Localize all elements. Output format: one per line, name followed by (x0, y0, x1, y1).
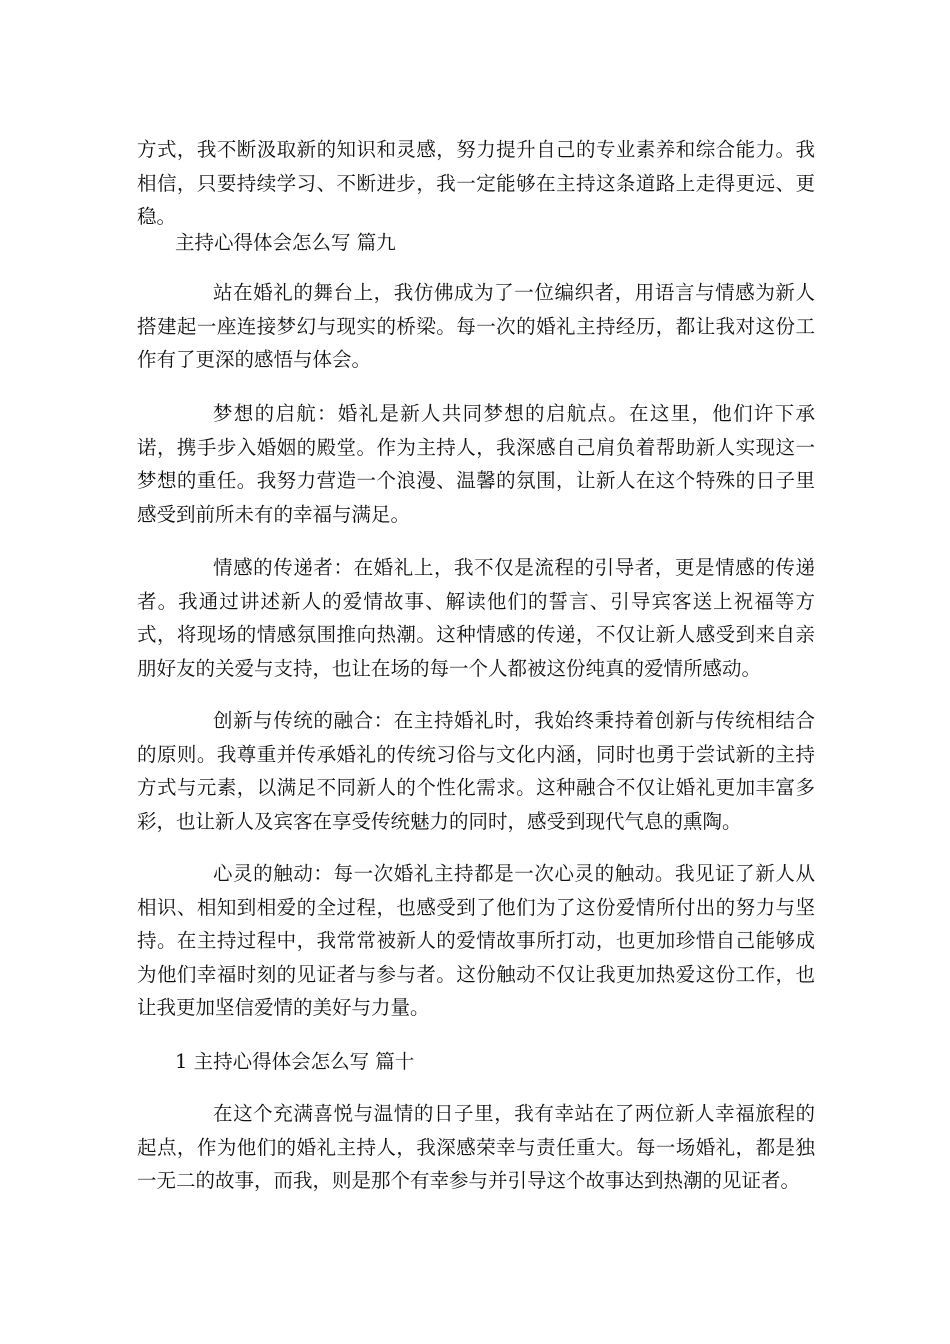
paragraph-intro-continuation: 方式，我不断汲取新的知识和灵感，努力提升自己的专业素养和综合能力。我相信，只要持续学习、不断进步，我一定能够在主持这条道路上走得更远、更稳。 (137, 138, 815, 228)
paragraph-wedding-stage: 站在婚礼的舞台上，我仿佛成为了一位编织者，用语言与情感为新人搭建起一座连接梦幻与现实的桥梁。每一次的婚礼主持经历，都让我对这份工作有了更深的感悟与体会。 (137, 281, 815, 371)
paragraph-joyful-day: 在这个充满喜悦与温情的日子里，我有幸站在了两位新人幸福旅程的起点，作为他们的婚礼主持人，我深感荣幸与责任重大。每一场婚礼，都是独一无二的故事，而我，则是那个有幸参与并引导这个故事达到热潮的见证者。 (137, 1102, 815, 1192)
section-heading-9: 主持心得体会怎么写 篇九 (175, 231, 396, 254)
paragraph-dream-launch: 梦想的启航：婚礼是新人共同梦想的启航点。在这里，他们许下承诺，携手步入婚姻的殿堂。作为主持人，我深感自己肩负着帮助新人实现这一梦想的重任。我努力营造一个浪漫、温馨的氛围，让新人在这个特殊的日子里感受到前所未有的幸福与满足。 (137, 402, 815, 526)
paragraph-emotion-messenger: 情感的传递者：在婚礼上，我不仅是流程的引导者，更是情感的传递者。我通过讲述新人的爱情故事、解读他们的誓言、引导宾客送上祝福等方式，将现场的情感氛围推向热潮。这种情感的传递，不仅让新人感受到来自亲朋好友的关爱与支持，也让在场的每一个人都被这份纯真的爱情所感动。 (137, 556, 815, 680)
section-heading-10: 1 主持心得体会怎么写 篇十 (175, 1050, 415, 1073)
paragraph-heart-touch: 心灵的触动：每一次婚礼主持都是一次心灵的触动。我见证了新人从相识、相知到相爱的全过程，也感受到了他们为了这份爱情所付出的努力与坚持。在主持过程中，我常常被新人的爱情故事所打动，也更加珍惜自己能够成为他们幸福时刻的见证者与参与者。这份触动不仅让我更加热爱这份工作，也让我更加坚信爱情的美好与力量。 (137, 862, 815, 1019)
paragraph-innovation-tradition: 创新与传统的融合：在主持婚礼时，我始终秉持着创新与传统相结合的原则。我尊重并传承婚礼的传统习俗与文化内涵，同时也勇于尝试新的主持方式与元素，以满足不同新人的个性化需求。这种融合不仅让婚礼更加丰富多彩，也让新人及宾客在享受传统魅力的同时，感受到现代气息的熏陶。 (137, 709, 815, 833)
